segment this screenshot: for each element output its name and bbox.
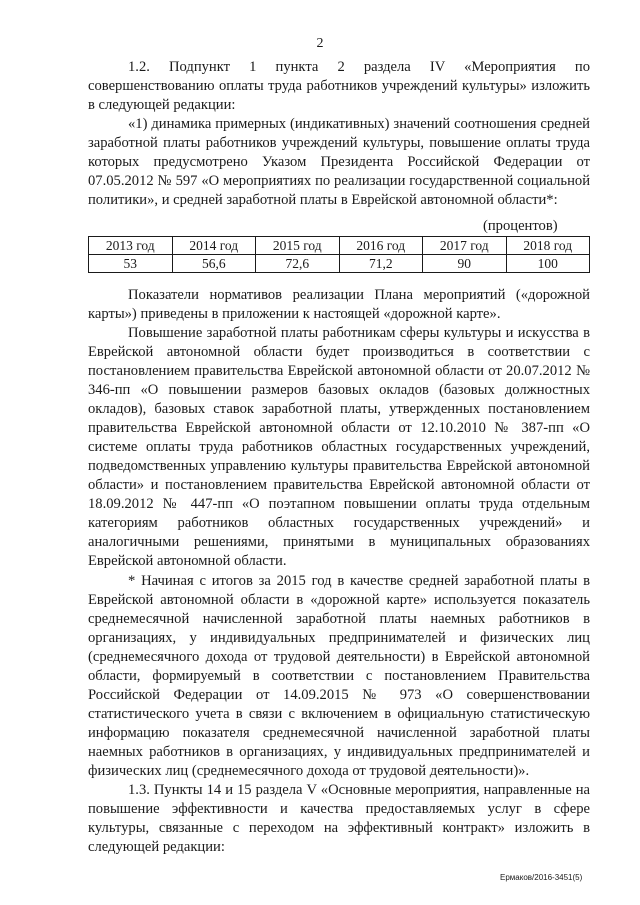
table-header-cell: 2014 год [172, 237, 256, 255]
table-header-cell: 2017 год [423, 237, 507, 255]
table-value-cell: 71,2 [339, 255, 423, 273]
table-value-cell: 53 [89, 255, 173, 273]
page-number: 2 [316, 36, 324, 51]
table-header-cell: 2015 год [256, 237, 340, 255]
section-1-2 [88, 58, 590, 210]
table-unit-label: (процентов) [483, 218, 558, 234]
footer-code: Ермаков/2016-3451(5) [500, 873, 583, 882]
indicator-table [88, 236, 590, 273]
paragraph-roadmap-indicators: Показатели нормативов реализации Плана мероприятий («дорожной карты») приведены в приложении к настоящей «дорожной карте». [88, 287, 590, 322]
section-1-3: 1.3. Пункты 14 и 15 раздела V «Основные мероприятия, направленные на повышение эффективности и качества предоставляемых услуг в сфере культуры, связанные с переходом на эффективный контракт» изложить в следующей редакции: [88, 782, 590, 855]
table-header-cell: 2013 год [89, 237, 173, 255]
table-value-cell: 90 [423, 255, 507, 273]
paragraph-salary-increase: Повышение заработной платы работникам сферы культуры и искусства в Еврейской автономной области будет производиться в соответствии с постановлением правительства Еврейской автономной области от 20.07.2012 № 346-пп «О повышении размеров базовых окладов (базовых должностных окладов), базовых ставок заработной платы, утвержденных постановлением правительства Еврейской автономной области от 12.10.2010 № 387-пп «О системе оплаты труда работников областных государственных учреждений, подведомственных управлению культуры правительства Еврейской автономной области» и постановлением правительства Еврейской автономной области от 18.09.2012 № 447-пп «О поэтапном повышении оплаты труда отдельным категориям работников областных государственных учреждений» и аналогичными решениями, принятыми в муниципальных образованиях Еврейской автономной области. [88, 325, 590, 569]
table-header-cell: 2018 год [506, 237, 590, 255]
footnote-text: * Начиная с итогов за 2015 год в качестве средней заработной платы в Еврейской автономной области в «дорожной карте» используется показатель среднемесячной начисленной заработной платы наемных работников в организациях, у индивидуальных предпринимателей и физических лиц (среднемесячного дохода от трудовой деятельности) в Еврейской автономной области, формируемый в соответствии с постановлением Правительства Российской Федерации от 14.09.2015 № 973 «О совершенствовании статистического учета в связи с включением в официальную статистическую информацию показателя среднемесячной начисленной заработной платы наемных работников в организациях, у индивидуальных предпринимателей и физических лиц (среднемесячного дохода от трудовой деятельности)». [88, 573, 590, 779]
table-value-cell: 100 [506, 255, 590, 273]
footnote-block [88, 572, 590, 857]
section-1-2-quote: «1) динамика примерных (индикативных) значений соотношения средней заработной платы работников учреждений культуры, повышение оплаты труда которых предусмотрено Указом Президента Российской Федерации от 07.05.2012 № 597 «О мероприятиях по реализации государственной социальной политики», и средней заработной платы в Еврейской автономной области*: [88, 116, 590, 208]
table-header-cell: 2016 год [339, 237, 423, 255]
table-value-cell: 72,6 [256, 255, 340, 273]
table-header-row [89, 237, 590, 255]
section-1-2-intro: 1.2. Подпункт 1 пункта 2 раздела IV «Мероприятия по совершенствованию оплаты труда работников учреждений культуры» изложить в следующей редакции: [88, 59, 590, 113]
table-value-row [89, 255, 590, 273]
table-value-cell: 56,6 [172, 255, 256, 273]
body-paragraphs [88, 286, 590, 571]
